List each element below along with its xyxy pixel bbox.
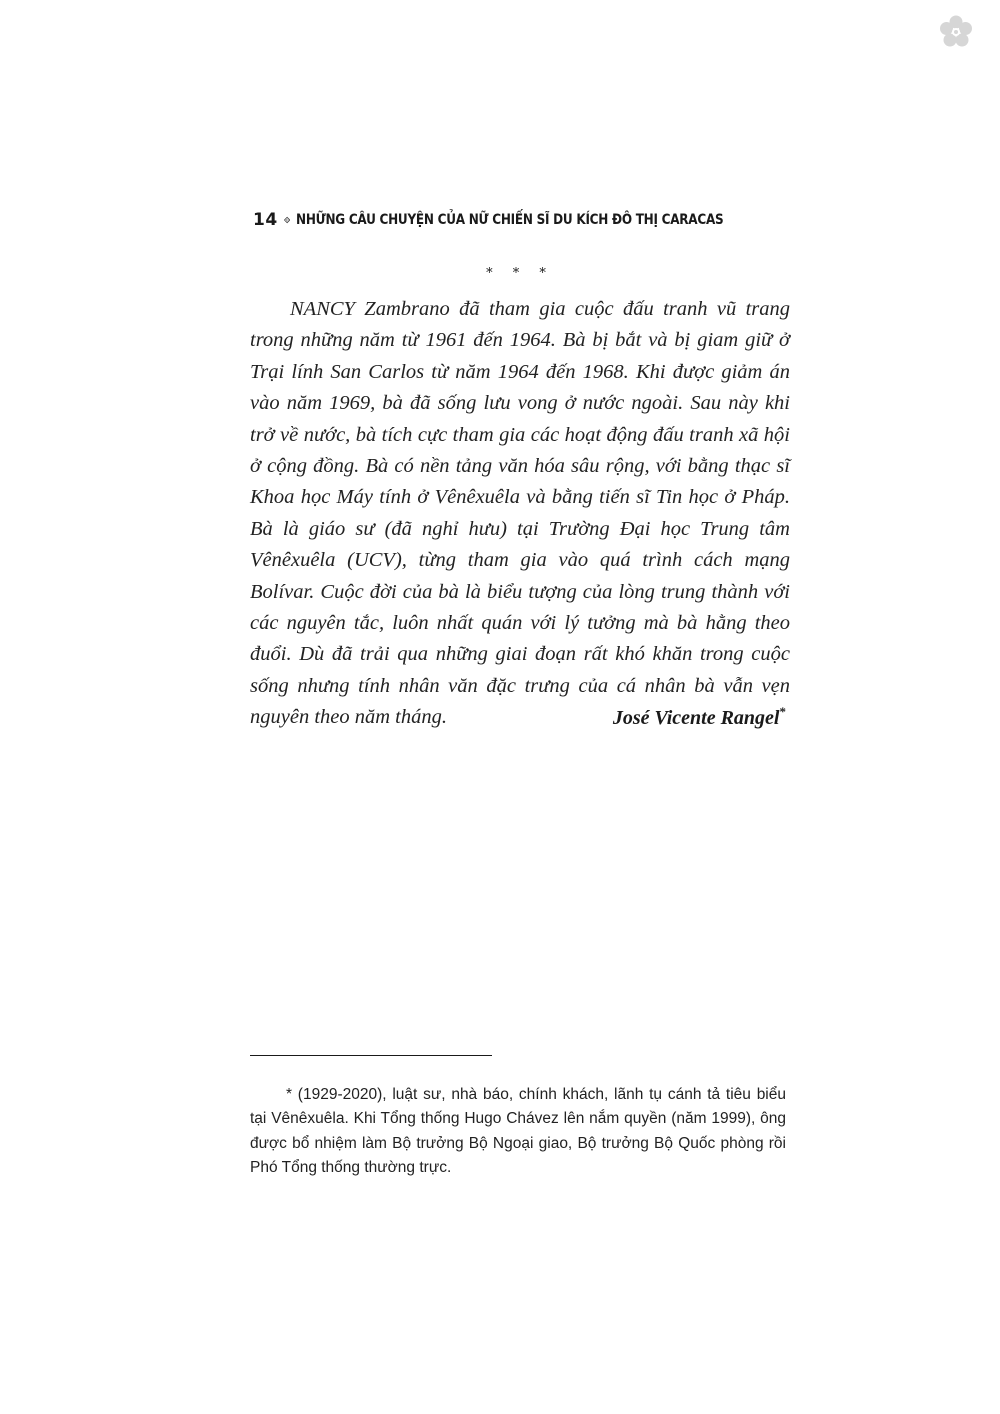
flower-logo-icon [938,14,974,50]
body-paragraph: NANCY Zambrano đã tham gia cuộc đấu tranh vũ trang trong những năm từ 1961 đến 1964. Bà bị bắt và bị giam giữ ở Trại lính San Carlos từ năm 1964 đến 1968. Khi được giảm án vào năm 1969, bà đã sống lưu vong ở nước ngoài. Sau này khi trở về nước, bà tích cực tham gia các hoạt động đấu tranh xã hội ở cộng đồng. Bà có nền tảng văn hóa sâu rộng, với bằng thạc sĩ Khoa học Máy tính ở Vênêxuêla và bằng tiến sĩ Tin học ở Pháp. Bà là giáo sư (đã nghỉ hưu) tại Trường Đại học Trung tâm Vênêxuêla (UCV), từng tham gia vào quá trình cách mạng Bolívar. Cuộc đời của bà là biểu tượng của lòng trung thành với các nguyên tắc, luôn nhất quán với lý tưởng mà bà hằng theo đuổi. Dù đã trải qua những giai đoạn rất khó khăn trong cuộc sống nhưng tính nhân văn đặc trưng của cá nhân bà vẫn vẹn nguyên theo năm tháng. [250,298,790,729]
footnote-reference-mark: * [779,704,786,719]
footnote-divider [250,1055,492,1056]
signature [250,704,786,730]
running-header [253,210,793,230]
footnote: * (1929-2020), luật sư, nhà báo, chính khách, lãnh tụ cánh tả tiêu biểu tại Vênêxuêla. Khi Tổng thống Hugo Chávez lên nắm quyền (năm 1999), ông được bổ nhiệm làm Bộ trưởng Bộ Ngoại giao, Bộ trưởng Bộ Quốc phòng rồi Phó Tổng thống thường trực. [250,1086,786,1177]
section-break: * * * [486,266,554,281]
diamond-ornament-icon [284,211,290,229]
signature-name: José Vicente Rangel [612,707,780,729]
page-number: 14 [253,210,278,230]
book-title: NHỮNG CÂU CHUYỆN CỦA NỮ CHIẾN SĨ DU KÍCH ĐÔ THỊ CARACAS [295,212,724,228]
